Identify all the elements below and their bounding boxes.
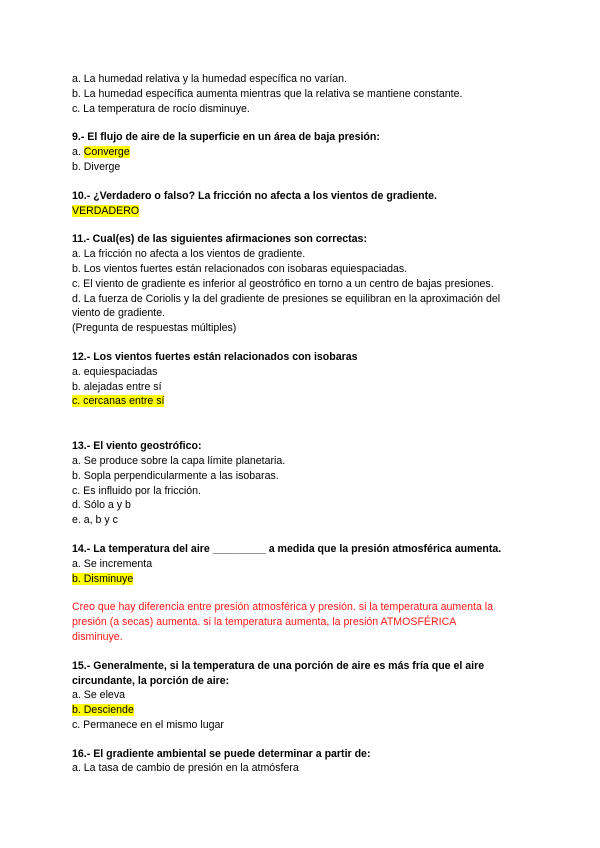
option-a: a. equiespaciadas	[72, 365, 158, 378]
option-a: a. La humedad relativa y la humedad específica no varían.	[72, 73, 348, 85]
option-c: c. Permanece en el mismo lugar	[72, 718, 224, 731]
question-12	[72, 350, 528, 409]
highlighted-answer: b. Disminuye	[72, 572, 134, 585]
question-title: 12.- Los vientos fuertes están relacionados con isobaras	[72, 350, 358, 363]
highlighted-answer: Converge	[83, 146, 130, 159]
option-a: a. Se incrementa	[72, 557, 153, 570]
question-16	[72, 747, 528, 777]
option-b: b. Los vientos fuertes están relacionados con isobaras equiespaciadas.	[72, 262, 408, 275]
option-a: a. La fricción no afecta a los vientos de gradiente.	[72, 248, 306, 261]
highlighted-answer: b. Desciende	[72, 704, 134, 717]
previous-question-options	[72, 72, 528, 116]
option-a	[72, 145, 528, 160]
question-11	[72, 232, 528, 336]
document-page	[72, 72, 528, 776]
question-13	[72, 439, 528, 528]
option-e: e. a, b y c	[72, 514, 118, 527]
question-10	[72, 189, 528, 219]
option-b: b. alejadas entre sí	[72, 380, 162, 393]
comment-note-line-1: Creo que hay diferencia entre presión atmosférica y presión. si la temperatura aumenta la	[72, 601, 494, 614]
option-b: b. La humedad específica aumenta mientras que la relativa se mantiene constante.	[72, 87, 463, 100]
option-d: d. Sólo a y b	[72, 499, 131, 512]
option-c: c. Es influido por la fricción.	[72, 484, 201, 497]
question-title: 15.- Generalmente, si la temperatura de una porción de aire es más fría que el aire	[72, 659, 485, 672]
question-title: 14.- La temperatura del aire _________ a medida que la presión atmosférica aumenta.	[72, 542, 502, 555]
option-a: a. Se produce sobre la capa límite planetaria.	[72, 454, 286, 467]
question-title: 10.- ¿Verdadero o falso? La fricción no afecta a los vientos de gradiente.	[72, 189, 437, 202]
option-c: c. La temperatura de rocío disminuye.	[72, 102, 250, 115]
option-prefix: a.	[72, 146, 84, 159]
question-15	[72, 659, 528, 733]
question-title-continued: circundante, la porción de aire:	[72, 674, 230, 687]
question-title: 11.- Cual(es) de las siguientes afirmaciones son correctas:	[72, 233, 367, 246]
option-c: c. El viento de gradiente es inferior al geostrófico en torno a un centro de bajas presiones.	[72, 277, 494, 290]
question-9	[72, 130, 528, 174]
option-a: a. La tasa de cambio de presión en la atmósfera	[72, 762, 299, 775]
option-b: b. Diverge	[72, 160, 121, 173]
question-title: 9.- El flujo de aire de la superficie en un área de baja presión:	[72, 131, 380, 144]
highlighted-answer: VERDADERO	[72, 204, 140, 217]
option-d-continued: viento de gradiente.	[72, 307, 166, 320]
option-d: d. La fuerza de Coriolis y la del gradiente de presiones se equilibran en la aproximación del	[72, 292, 501, 305]
question-14	[72, 542, 528, 645]
question-title: 13.- El viento geostrófico:	[72, 440, 202, 453]
option-b: b. Sopla perpendicularmente a las isobaras.	[72, 469, 279, 482]
question-title: 16.- El gradiente ambiental se puede determinar a partir de:	[72, 747, 371, 760]
option-a: a. Se eleva	[72, 689, 126, 702]
highlighted-answer: c. cercanas entre sí	[72, 395, 165, 408]
comment-note-line-3: disminuye.	[72, 630, 123, 643]
question-note: (Pregunta de respuestas múltiples)	[72, 322, 237, 335]
comment-note-line-2: presión (a secas) aumenta. si la temperatura aumenta, la presión ATMOSFÉRICA	[72, 616, 457, 629]
